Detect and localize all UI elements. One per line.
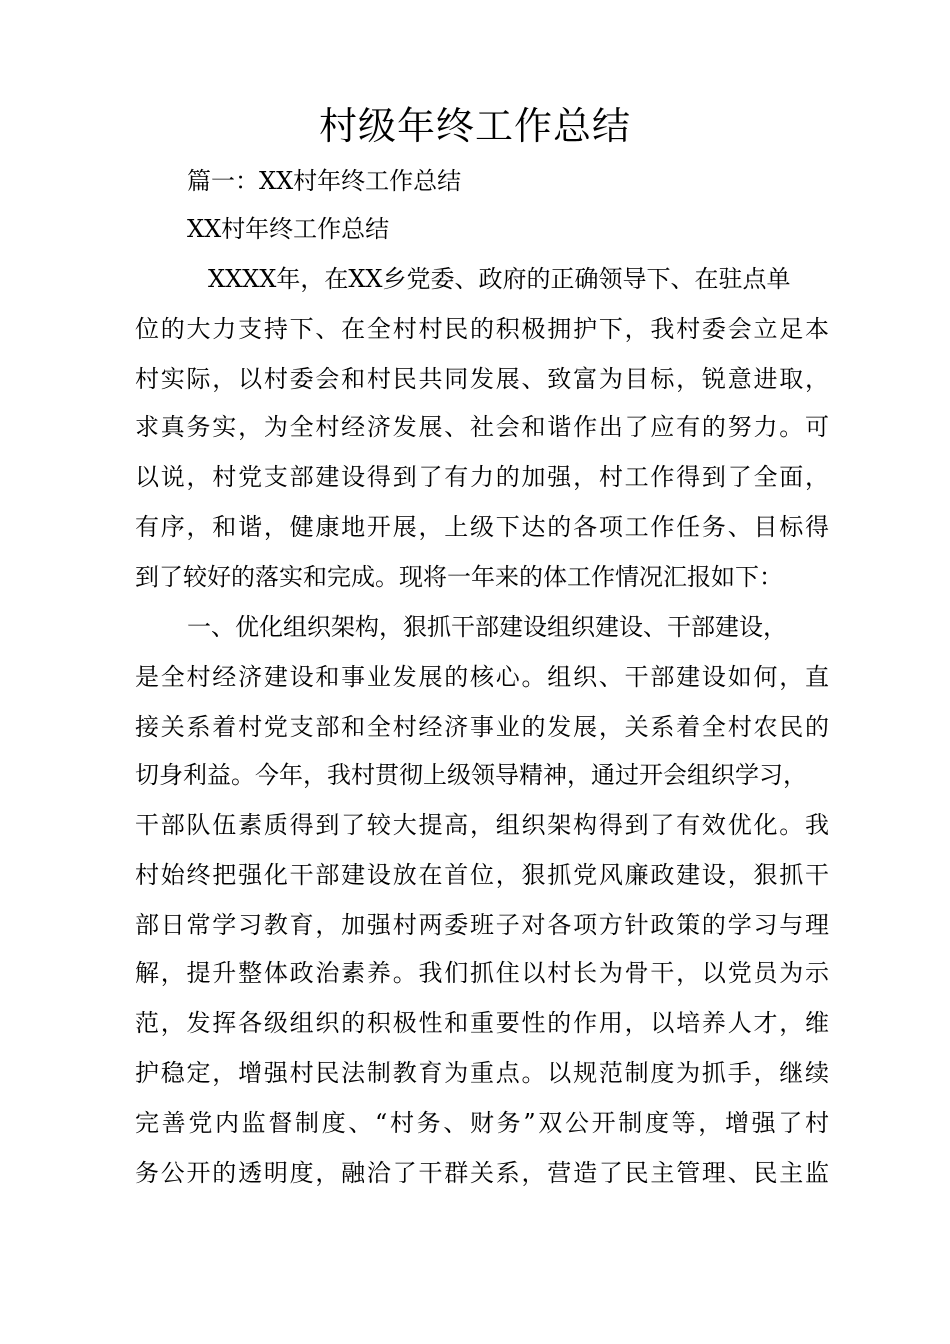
paragraph-line: 位的大力支持下、在全村村民的积极拥护下，我村委会立足本 bbox=[135, 315, 829, 343]
paragraph-line: 解，提升整体政治素养。我们抓住以村长为骨干，以党员为示 bbox=[135, 959, 829, 987]
paragraph-line: 部日常学习教育，加强村两委班子对各项方针政策的学习与理 bbox=[135, 911, 829, 939]
paragraph-line: 一、优化组织架构，狠抓干部建设组织建设、干部建设， bbox=[187, 613, 787, 641]
paragraph-line: 求真务实，为全村经济发展、社会和谐作出了应有的努力。可 bbox=[135, 413, 829, 441]
paragraph-line: 以说，村党支部建设得到了有力的加强，村工作得到了全面， bbox=[135, 463, 829, 491]
paragraph-line: 护稳定，增强村民法制教育为重点。以规范制度为抓手，继续 bbox=[135, 1059, 829, 1087]
paragraph-line: 范，发挥各级组织的积极性和重要性的作用，以培养人才，维 bbox=[135, 1009, 829, 1037]
paragraph-line: 干部队伍素质得到了较大提高，组织架构得到了有效优化。我 bbox=[135, 811, 829, 839]
paragraph-line: 完善党内监督制度、“村务、财务”双公开制度等，增强了村 bbox=[135, 1109, 829, 1137]
paragraph-line: 村实际，以村委会和村民共同发展、致富为目标，锐意进取， bbox=[135, 365, 829, 393]
paragraph-line: XXXX年，在XX乡党委、政府的正确领导下、在驻点单 bbox=[208, 265, 791, 293]
paragraph-line: 村始终把强化干部建设放在首位，狠抓党风廉政建设，狠抓干 bbox=[135, 861, 829, 889]
section-heading: XX村年终工作总结 bbox=[187, 215, 390, 243]
paragraph-line: 有序，和谐，健康地开展，上级下达的各项工作任务、目标得 bbox=[135, 513, 829, 541]
paragraph-line: 是全村经济建设和事业发展的核心。组织、干部建设如何，直 bbox=[135, 663, 829, 691]
subtitle-line: 篇一：XX村年终工作总结 bbox=[187, 167, 462, 195]
paragraph-line: 务公开的透明度，融洽了干群关系，营造了民主管理、民主监 bbox=[135, 1159, 829, 1187]
paragraph-line: 接关系着村党支部和全村经济事业的发展，关系着全村农民的 bbox=[135, 713, 829, 741]
paragraph-line: 切身利益。今年，我村贯彻上级领导精神，通过开会组织学习， bbox=[135, 761, 807, 789]
paragraph-line: 到了较好的落实和完成。现将一年来的体工作情况汇报如下： bbox=[135, 563, 783, 591]
document-title: 村级年终工作总结 bbox=[318, 104, 631, 148]
